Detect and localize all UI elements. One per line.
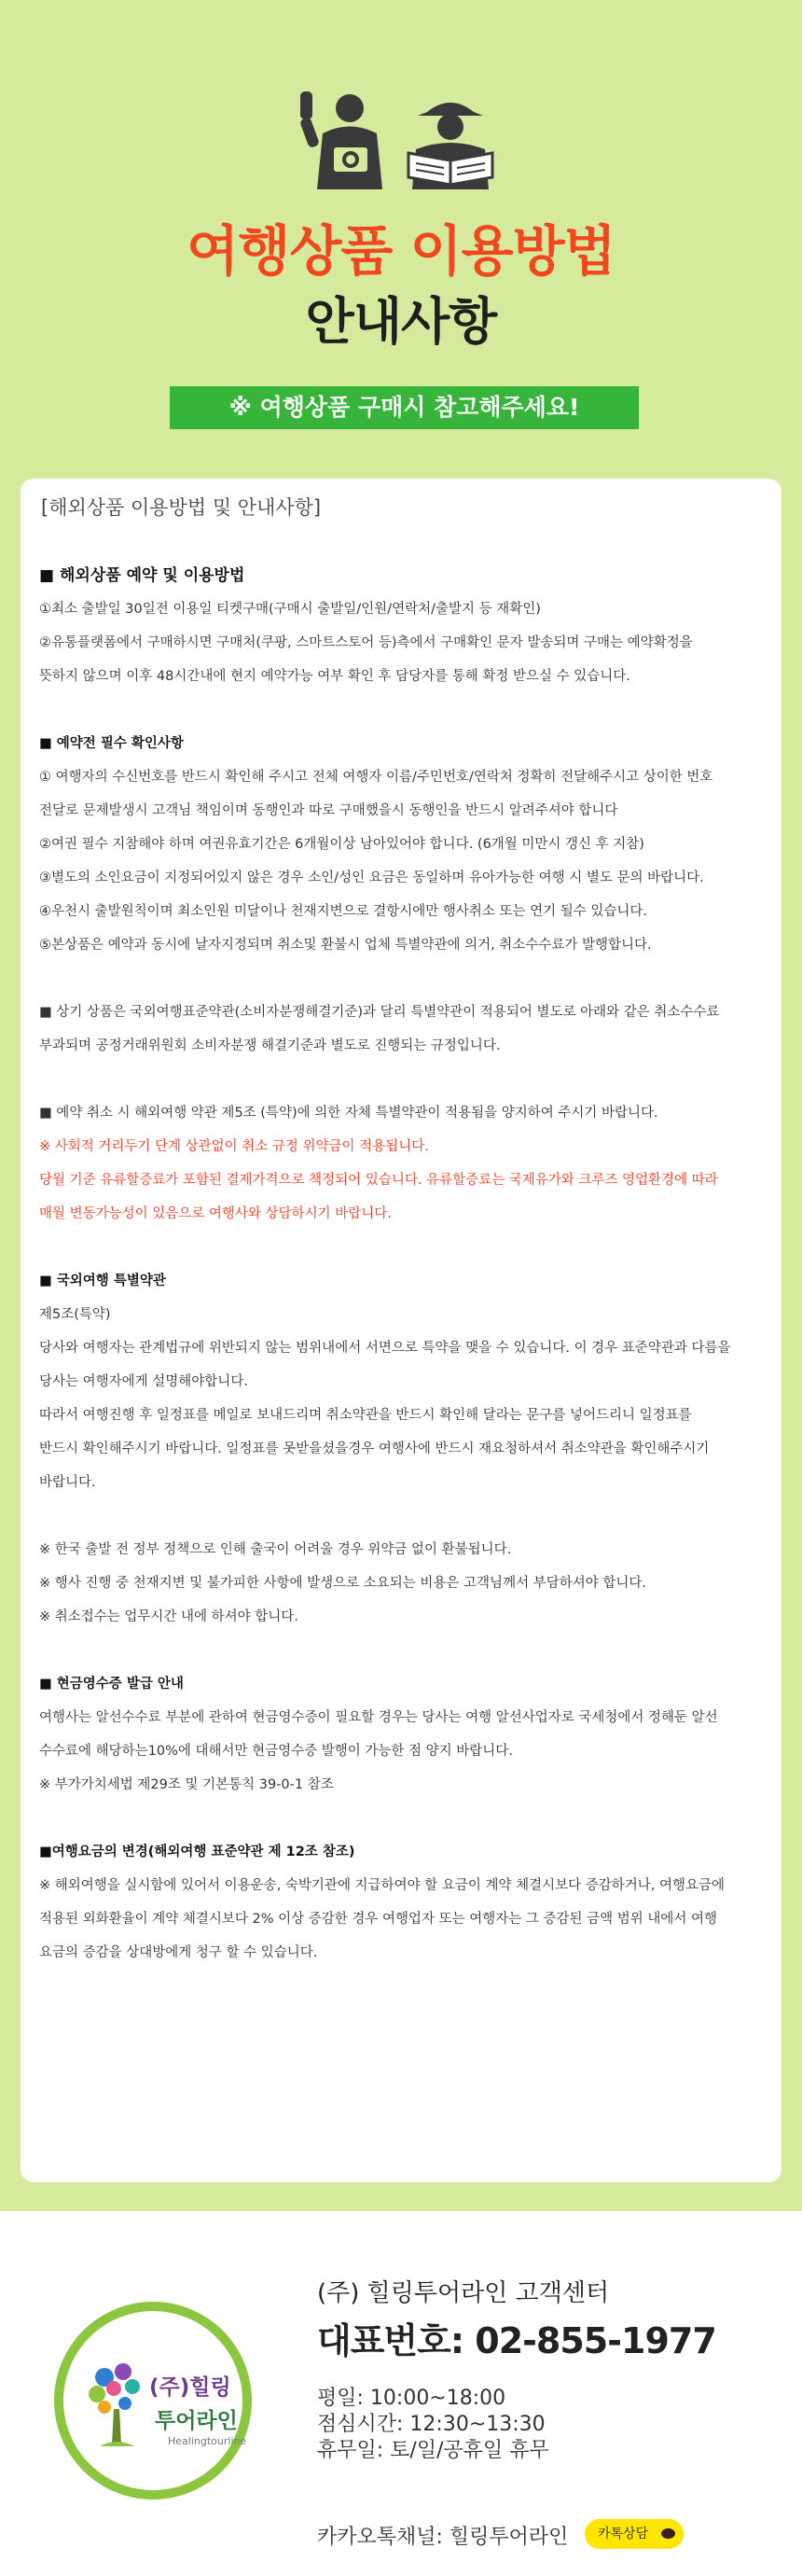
- text-line: ④우천시 출발원칙이며 최소인원 미달이나 천재지변으로 결항시에만 행사취소 또는 연기 될수 있습니다.: [39, 904, 647, 919]
- text-line: 당사와 여행자는 관계법규에 위반되지 않는 범위내에서 서면으로 특약을 맺을 수 있습니다. 이 경우 표준약관과 다름을: [39, 1341, 731, 1356]
- text-line: ⑤본상품은 예약과 동시에 날자지정되며 취소및 환불시 업체 특별약관에 의거, 취소수수료가 발행합니다.: [39, 938, 652, 953]
- lunch-hours: 점심시간: 12:30~13:30: [317, 2413, 546, 2436]
- text-line: 수수료에 해당하는10%에 대해서만 현금영수증 발행이 가능한 점 양지 바랍니다.: [39, 1744, 513, 1759]
- document-title: [해외상품 이용방법 및 안내사항]: [41, 496, 322, 519]
- text-line: 당사는 여행자에게 설명해야합니다.: [39, 1374, 248, 1389]
- text-line: ※ 부가가치세법 제29조 및 기본통칙 39-0-1 참조: [39, 1777, 334, 1792]
- text-line: ※ 취소접수는 업무시간 내에 하셔야 합니다.: [39, 1609, 298, 1624]
- text-line: ■ 상기 상품은 국외여행표준약관(소비자분쟁해결기준)과 달리 특별약관이 적용되어 별도로 아래와 같은 취소수수료: [39, 1005, 720, 1020]
- section-heading: ■ 해외상품 예약 및 이용방법: [39, 566, 245, 585]
- section-heading: ■ 국외여행 특별약관: [39, 1274, 166, 1288]
- notice-content: [39, 490, 767, 1970]
- text-line: ※ 행사 진행 중 천재지변 및 불가피한 사항에 발생으로 소요되는 비용은 고객님께서 부담하셔야 합니다.: [39, 1576, 646, 1591]
- kakao-button-label: 카톡상담: [598, 2527, 649, 2541]
- text-line: 바랍니다.: [39, 1475, 96, 1490]
- text-line: 따라서 여행진행 후 일정표를 메일로 보내드리며 취소약관을 반드시 확인해 달라는 문구를 넣어드리니 일정표를: [39, 1408, 692, 1423]
- text-line: 여행사는 알선수수료 부분에 관하여 현금영수증이 필요할 경우는 당사는 여행 알선사업자로 국세청에서 정해둔 알선: [39, 1710, 718, 1725]
- holiday-info: 휴무일: 토/일/공휴일 휴무: [317, 2439, 549, 2462]
- sub-title: 안내사항: [305, 292, 497, 351]
- text-line: 제5조(특약): [39, 1307, 111, 1322]
- chat-bubble-icon: [661, 2528, 675, 2539]
- text-line: ③별도의 소인요금이 지정되어있지 않은 경우 소인/성인 요금은 동일하며 유아가능한 여행 시 별도 문의 바랍니다.: [39, 870, 704, 885]
- tourist-reading-map-icon: [297, 91, 497, 189]
- section-heading: ■여행요금의 변경(해외여행 표준약관 제 12조 참조): [39, 1845, 355, 1859]
- text-line: 적용된 외화환율이 계약 체결시보다 2% 이상 증감한 경우 여행업자 또는 여행자는 그 증감된 금액 범위 내에서 여행: [39, 1912, 718, 1927]
- text-line: 부과되며 공정거래위원회 소비자분쟁 해결기준과 별도로 진행되는 규정입니다.: [39, 1038, 501, 1053]
- text-line: ※ 한국 출발 전 정부 정책으로 인해 출국이 어려울 경우 위약금 없이 환불됩니다.: [39, 1542, 512, 1557]
- text-line: ①최소 출발일 30일전 이용일 티켓구매(구매시 출발일/인원/연락처/출발지 등 재확인): [39, 602, 541, 617]
- text-line: 전달로 문제발생시 고객님 책임이며 동행인과 따로 구매했을시 동행인을 반드시 알려주셔야 합니다: [39, 803, 618, 818]
- warning-line: ※ 사회적 거리두기 단계 상관없이 취소 규정 위약금이 적용됩니다.: [39, 1139, 429, 1154]
- text-line: ※ 해외여행을 실시함에 있어서 이용운송, 숙박기관에 지급하여야 할 요금이 계약 체결시보다 증감하거나, 여행요금에: [39, 1878, 726, 1893]
- section-heading: ■ 현금영수증 발급 안내: [39, 1677, 184, 1692]
- kakao-channel-label: 카카오톡채널: 힐링투어라인: [317, 2526, 569, 2549]
- text-line: 요금의 증감을 상대방에게 청구 할 수 있습니다.: [39, 1945, 318, 1960]
- weekday-hours: 평일: 10:00~18:00: [317, 2387, 506, 2410]
- text-line: ②유통플랫폼에서 구매하시면 구매처(쿠팡, 스마트스토어 등)측에서 구매확인 문자 발송되며 구매는 예약확정을: [39, 635, 693, 650]
- text-line: ① 여행자의 수신번호를 반드시 확인해 주시고 전체 여행자 이름/주민번호/연락처 정확히 전달해주시고 상이한 번호: [39, 770, 713, 785]
- warning-line: 매월 변동가능성이 있음으로 여행사와 상담하시기 바랍니다.: [39, 1206, 392, 1221]
- logo-text-brand: 투어라인: [155, 2409, 238, 2433]
- main-title: 여행상품 이용방법: [187, 219, 615, 283]
- kakao-consult-button[interactable]: [585, 2519, 684, 2549]
- contact-footer: [0, 2211, 802, 2576]
- section-heading: ■ 예약전 필수 확인사항: [39, 736, 184, 751]
- text-line: ■ 예약 취소 시 해외여행 약관 제5조 (특약)에 의한 자체 특별약관이 적용됨을 양지하여 주시기 바랍니다.: [39, 1106, 658, 1121]
- text-line: 반드시 확인해주시기 바랍니다. 일정표를 못받을셨을경우 여행사에 반드시 재요청하셔서 취소약관을 확인해주시기: [39, 1441, 710, 1456]
- notice-card: [21, 479, 781, 2182]
- logo-text-english: Healingtourline: [168, 2435, 247, 2447]
- text-line: ②여권 필수 지참해야 하며 여권유효기간은 6개월이상 남아있어야 합니다. (6개월 미만시 갱신 후 지참): [39, 837, 644, 852]
- purchase-notice-banner: ※ 여행상품 구매시 참고해주세요!: [170, 386, 639, 429]
- warning-line: 당월 기준 유류할증료가 포함된 결제가격으로 책정되어 있습니다. 유류할증료는 국제유가와 크루즈 영업환경에 따라: [39, 1173, 718, 1188]
- text-line: 뜻하지 않으며 이후 48시간내에 현지 예약가능 여부 확인 후 담당자를 통해 확정 받으실 수 있습니다.: [39, 669, 630, 684]
- customer-center-title: (주) 힐링투어라인 고객센터: [317, 2279, 610, 2307]
- heart-tree-icon: [76, 2351, 170, 2454]
- phone-number[interactable]: 대표번호: 02-855-1977: [317, 2320, 716, 2361]
- logo-text-company: (주)힐링: [149, 2375, 231, 2400]
